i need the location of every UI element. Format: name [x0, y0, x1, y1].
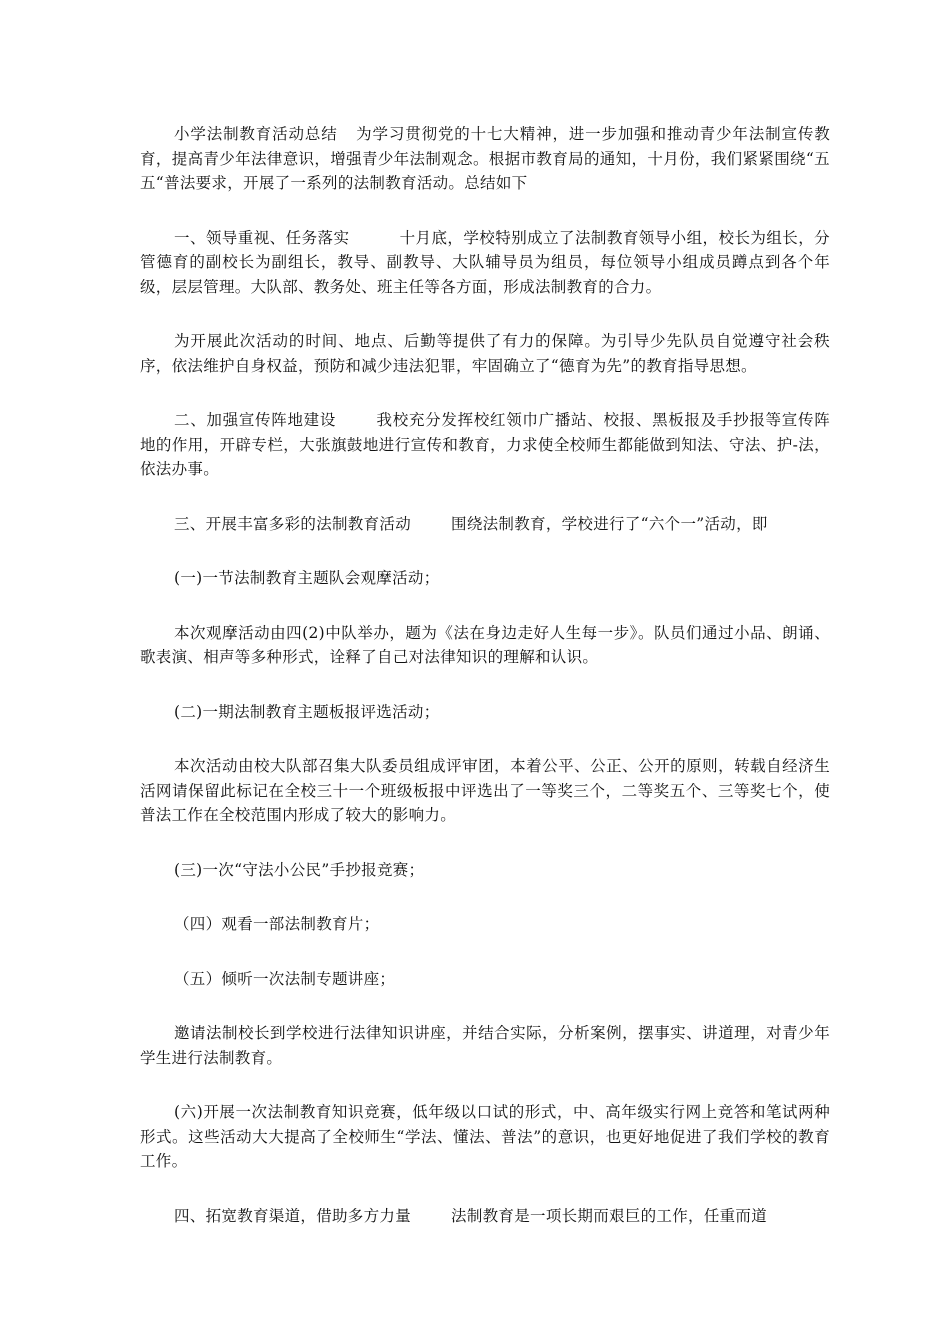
document-title: 小学法制教育活动总结	[174, 125, 338, 143]
list-item: (三)一次“守法小公民”手抄报竞赛；	[174, 860, 425, 879]
section-heading-3: 三、开展丰富多彩的法制教育活动	[174, 514, 412, 533]
section-heading-4: 四、拓宽教育渠道，借助多方力量	[174, 1206, 412, 1225]
paragraph-4	[140, 408, 830, 482]
paragraph-text: 为开展此次活动的时间、地点、后勤等提供了有力的保障。为引导少先队员自觉遵守社会秩序，依法维护自身权益，预防和减少违法犯罪，牢固确立了“德育为先”的教育指导思想。	[140, 332, 830, 375]
paragraph-text: 我校充分发挥校红领巾广播站、校报、黑板报及手抄报等宣传阵地的作用，开辟专栏，大张旗鼓地进行宣传和教育，力求使全校师生都能做到知法、守法、护-法，依法办事。	[140, 411, 830, 478]
paragraph-12	[140, 967, 830, 992]
paragraph-text: 本次活动由校大队部召集大队委员组成评审团，本着公平、公正、公开的原则，转载自经济生活网请保留此标记在全校三十一个班级板报中评选出了一等奖三个，二等奖五个、三等奖七个，使普法工作在全校范围内形成了较大的影响力。	[140, 757, 830, 824]
paragraph-10	[140, 858, 830, 883]
list-item: (二)一期法制教育主题板报评选活动；	[174, 702, 440, 721]
list-item: （五）倾听一次法制专题讲座；	[174, 969, 396, 988]
paragraph-text: 邀请法制校长到学校进行法律知识讲座，并结合实际，分析案例，摆事实、讲道理，对青少年学生进行法制教育。	[140, 1024, 830, 1067]
list-item: （四）观看一部法制教育片；	[174, 915, 380, 933]
paragraph-text: 十月底，学校特别成立了法制教育领导小组，校长为组长，分管德育的副校长为副组长，教导、副教导、大队辅导员为组员，每位领导小组成员蹲点到各个年级，层层管理。大队部、教务处、班主任等各方面，形成法制教育的合力。	[140, 228, 830, 296]
paragraph-7	[140, 621, 830, 670]
paragraph-13	[140, 1021, 830, 1070]
paragraph-9	[140, 754, 830, 828]
paragraph-11	[140, 912, 830, 937]
paragraph-6	[140, 566, 830, 591]
list-item: (六)开展一次法制教育知识竞赛，低年级以口试的形式，中、高年级实行网上竞答和笔试两种形式。这些活动大大提高了全校师生“学法、懂法、普法”的意识，也更好地促进了我们学校的教育工作。	[140, 1103, 830, 1170]
section-heading-1: 一、领导重视、任务落实	[174, 228, 350, 247]
paragraph-text: 围绕法制教育，学校进行了“六个一”活动，即	[451, 514, 768, 533]
paragraph-5	[140, 512, 830, 537]
paragraph-2	[140, 226, 830, 300]
list-item: (一)一节法制教育主题队会观摩活动；	[174, 569, 440, 587]
paragraph-text: 本次观摩活动由四(2)中队举办，题为《法在身边走好人生每一步》。队员们通过小品、朗诵、歌表演、相声等多种形式，诠释了自己对法律知识的理解和认识。	[140, 623, 830, 666]
section-heading-2: 二、加强宣传阵地建设	[174, 411, 337, 429]
paragraph-text: 为学习贯彻党的十七大精神，进一步加强和推动青少年法制宣传教育，提高青少年法律意识，增强青少年法制观念。根据市教育局的通知，十月份，我们紧紧围绕“五五“普法要求，开展了一系列的法制教育活动。总结如下	[140, 125, 830, 192]
paragraph-1	[140, 122, 830, 196]
document-page	[140, 122, 830, 1258]
paragraph-3	[140, 329, 830, 378]
paragraph-14	[140, 1100, 830, 1174]
paragraph-8	[140, 700, 830, 725]
paragraph-text: 法制教育是一项长期而艰巨的工作，任重而道	[451, 1206, 768, 1225]
paragraph-15	[140, 1204, 830, 1229]
